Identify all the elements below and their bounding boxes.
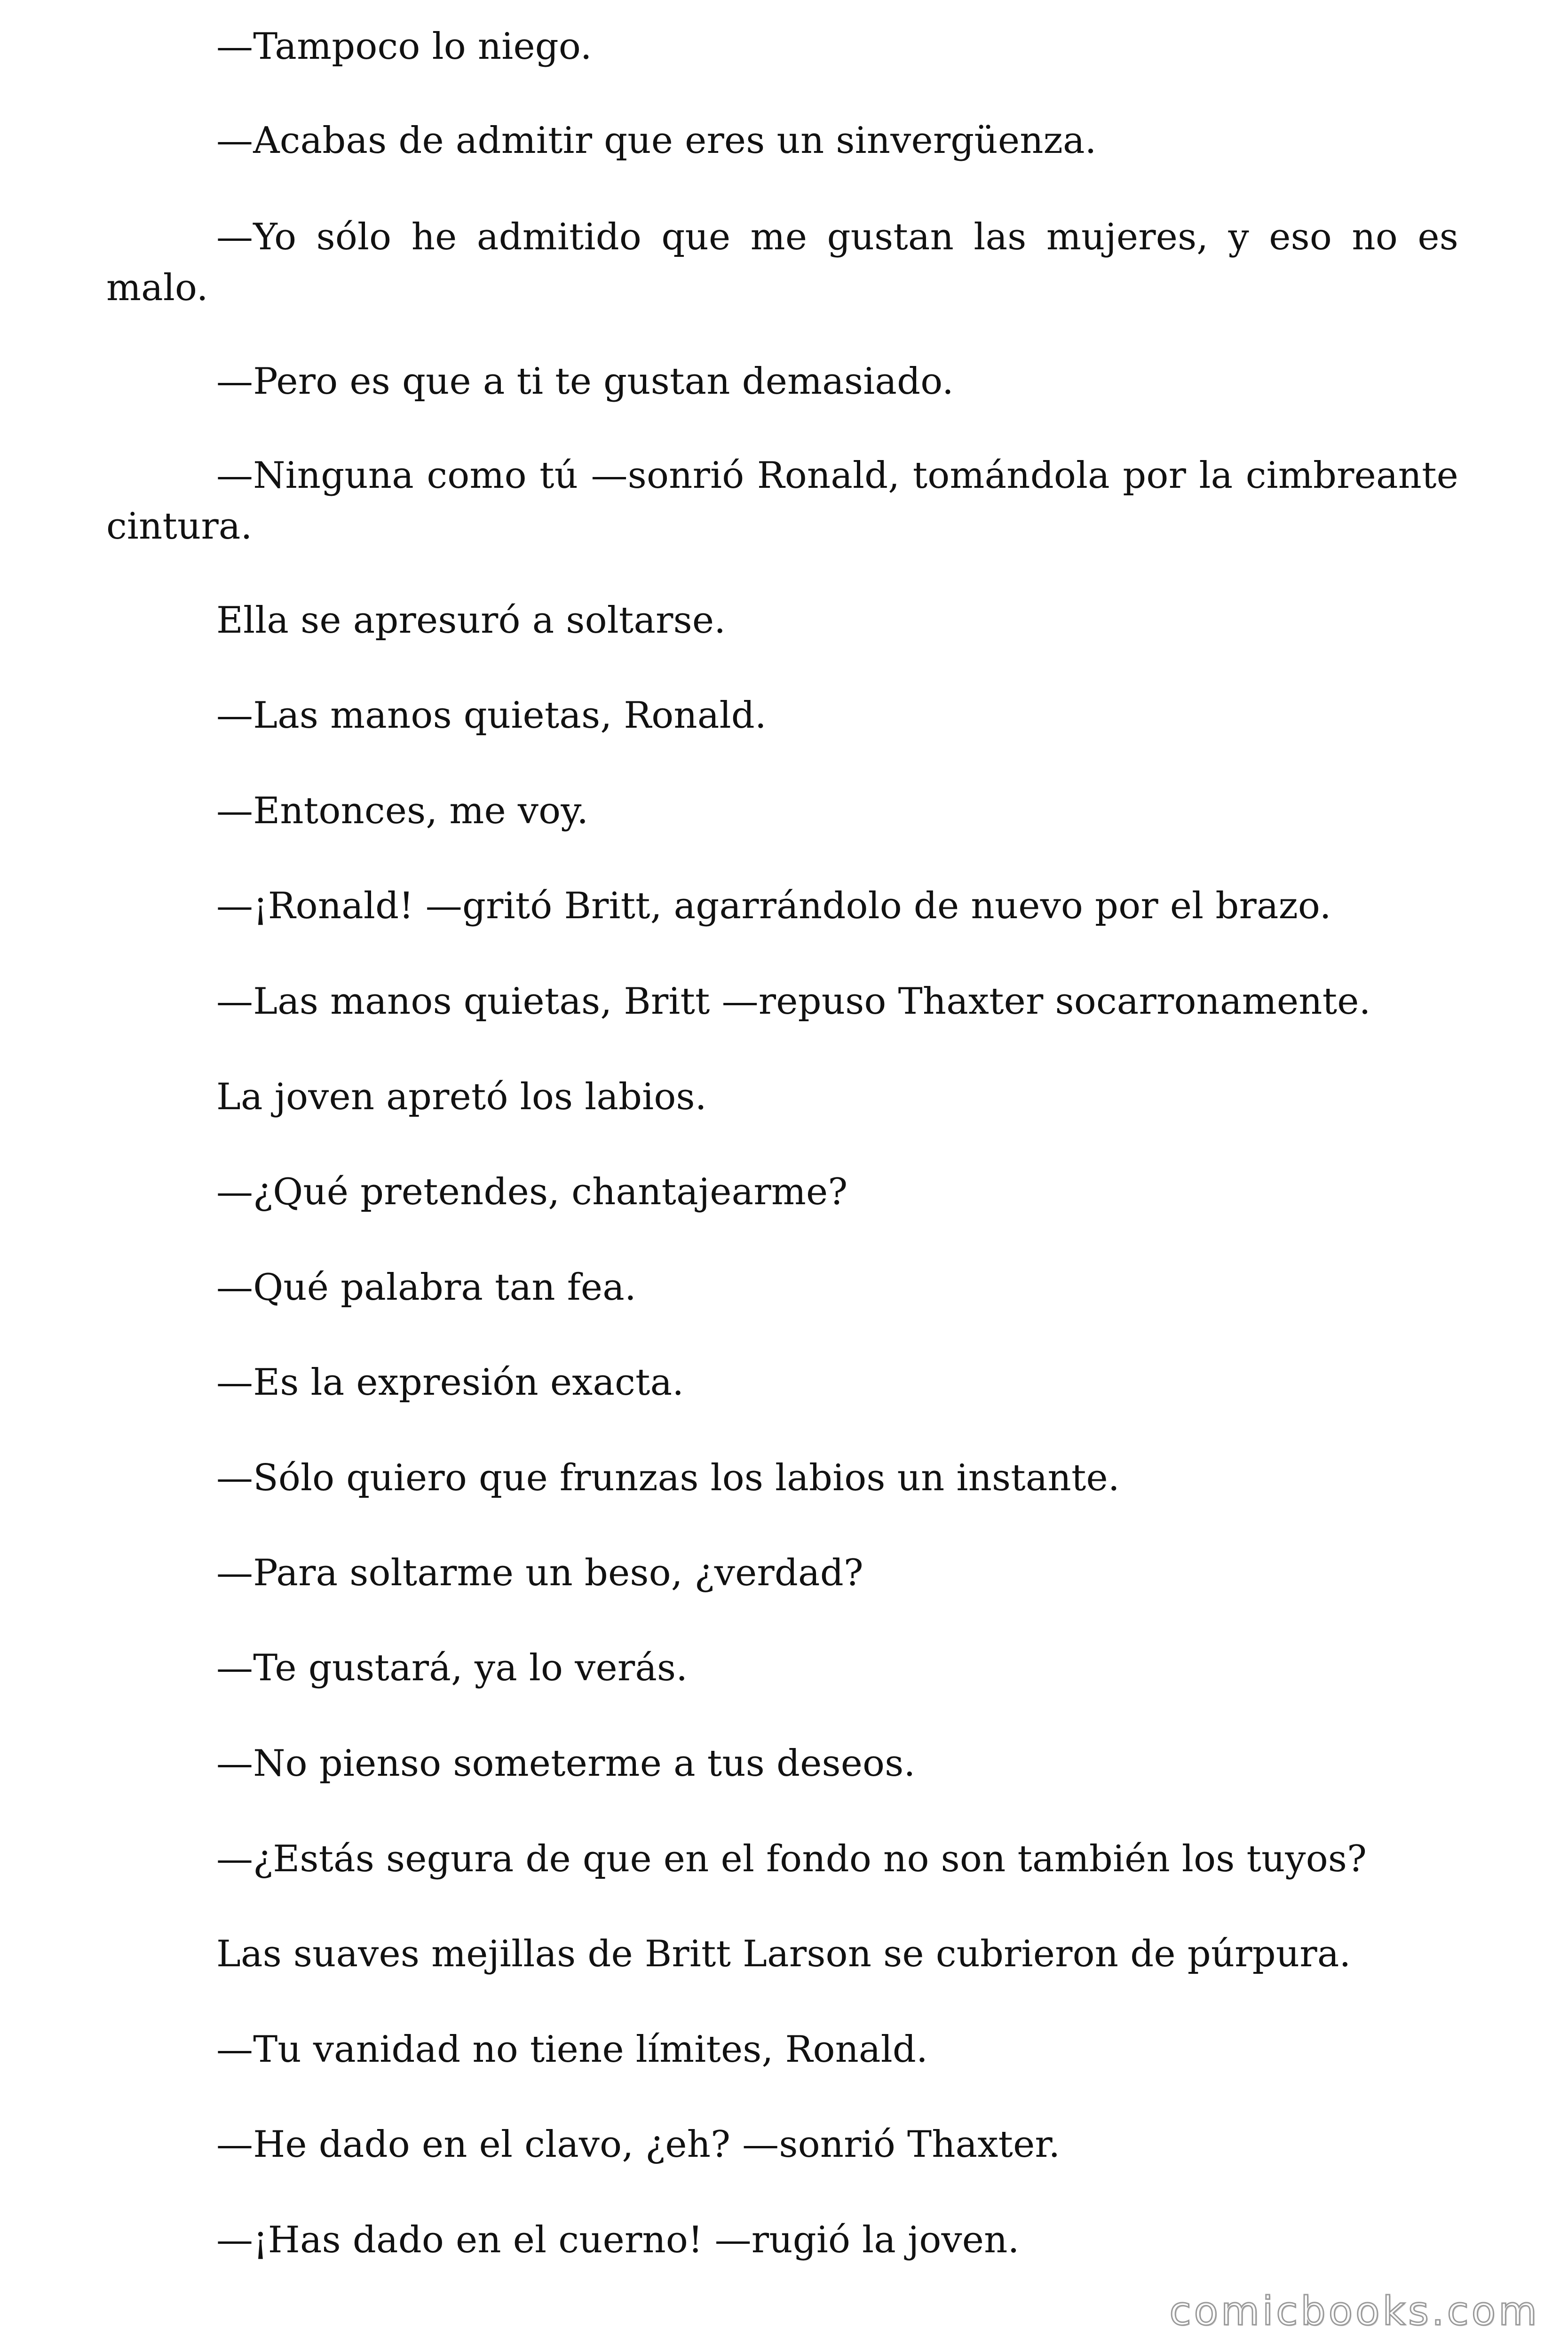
paragraph: —Ninguna como tú —sonrió Ronald, tomándola por la cimbreante cintura. (106, 454, 1458, 548)
paragraph: —¡Has dado en el cuerno! —rugió la joven. (216, 2219, 1020, 2261)
paragraph: —Yo sólo he admitido que me gustan las mujeres, y eso no es malo. (106, 216, 1458, 309)
watermark: comicbooks.com (1169, 2288, 1540, 2334)
paragraph: La joven apretó los labios. (216, 1076, 707, 1118)
paragraph: —Las manos quietas, Britt —repuso Thaxter socarronamente. (216, 980, 1371, 1023)
paragraph: —Entonces, me voy. (216, 790, 589, 832)
paragraph: —Sólo quiero que frunzas los labios un instante. (216, 1457, 1120, 1499)
paragraph: —Es la expresión exacta. (216, 1361, 684, 1404)
paragraph: Ella se apresuró a soltarse. (216, 599, 726, 642)
paragraph: —Qué palabra tan fea. (216, 1266, 636, 1309)
paragraph: —He dado en el clavo, ¿eh? —sonrió Thaxter. (216, 2123, 1061, 2166)
paragraph: —Acabas de admitir que eres un sinvergüenza. (216, 119, 1097, 162)
paragraph: —No pienso someterme a tus deseos. (216, 1742, 916, 1785)
paragraph: —¿Estás segura de que en el fondo no son también los tuyos? (216, 1838, 1367, 1880)
paragraph: —¡Ronald! —gritó Britt, agarrándolo de nuevo por el brazo. (216, 885, 1331, 927)
paragraph: —Tampoco lo niego. (216, 25, 592, 68)
paragraph: —¿Qué pretendes, chantajearme? (216, 1171, 848, 1213)
paragraph: Las suaves mejillas de Britt Larson se cubrieron de púrpura. (216, 1933, 1351, 1975)
paragraph: —Las manos quietas, Ronald. (216, 694, 767, 737)
paragraph: —Pero es que a ti te gustan demasiado. (216, 360, 954, 403)
paragraph: —Tu vanidad no tiene límites, Ronald. (216, 2028, 928, 2071)
paragraph: —Te gustará, ya lo verás. (216, 1647, 688, 1689)
paragraph: —Para soltarme un beso, ¿verdad? (216, 1552, 863, 1594)
